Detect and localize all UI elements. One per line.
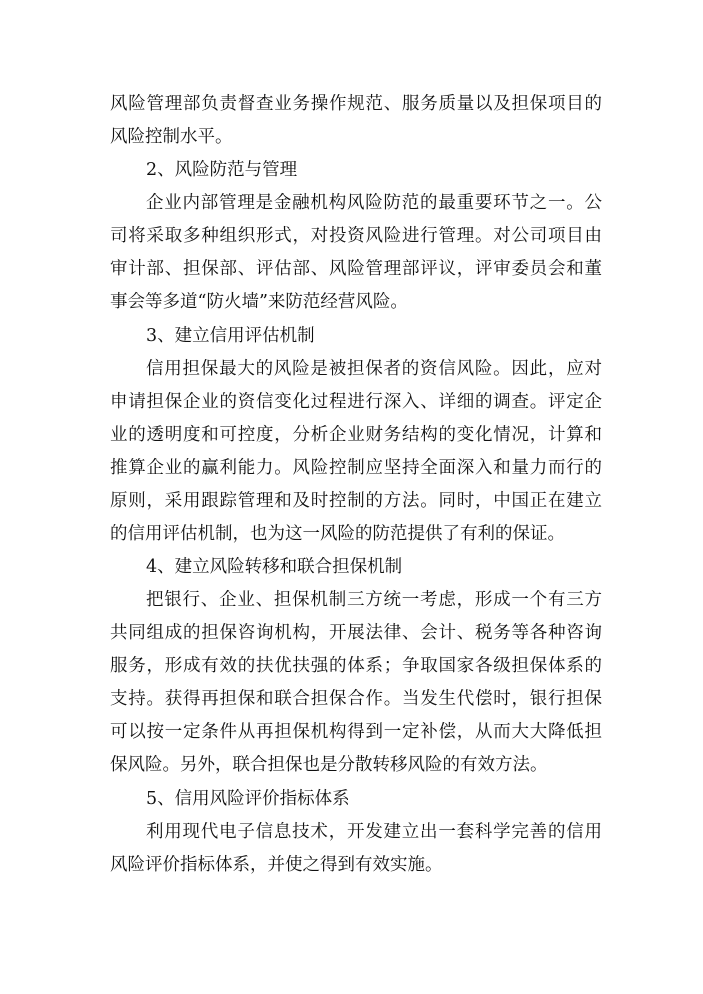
section-heading: 4、建立风险转移和联合担保机制 (146, 557, 403, 577)
paragraph-line: 信用担保最大的风险是被担保者的资信风险。因此，应对 (146, 359, 602, 379)
paragraph-line: 原则，采用跟踪管理和及时控制的方法。同时，中国正在建立 (110, 491, 602, 511)
paragraph-line: 推算企业的赢利能力。风险控制应坚持全面深入和量力而行的 (110, 458, 602, 478)
paragraph-line: 可以按一定条件从再担保机构得到一定补偿，从而大大降低担 (110, 722, 602, 742)
paragraph-line: 支持。获得再担保和联合担保合作。当发生代偿时，银行担保 (110, 689, 602, 709)
paragraph-line: 风险控制水平。 (110, 127, 233, 147)
paragraph-line: 风险管理部负责督查业务操作规范、服务质量以及担保项目的 (110, 94, 602, 114)
paragraph-line: 服务，形成有效的扶优扶强的体系；争取国家各级担保体系的 (110, 656, 602, 676)
section-heading: 5、信用风险评价指标体系 (146, 789, 350, 809)
paragraph-line: 业的透明度和可控度，分析企业财务结构的变化情况，计算和 (110, 425, 602, 445)
paragraph-line: 利用现代电子信息技术，开发建立出一套科学完善的信用 (146, 822, 602, 842)
paragraph-line: 事会等多道“防火墙”来防范经营风险。 (110, 292, 408, 312)
paragraph-line: 企业内部管理是金融机构风险防范的最重要环节之一。公 (146, 193, 602, 213)
section-heading: 3、建立信用评估机制 (146, 326, 315, 346)
paragraph-line: 保风险。另外，联合担保也是分散转移风险的有效方法。 (110, 755, 548, 775)
paragraph-line: 把银行、企业、担保机制三方统一考虑，形成一个有三方 (146, 590, 602, 610)
paragraph-line: 共同组成的担保咨询机构，开展法律、会计、税务等各种咨询 (110, 623, 602, 643)
paragraph-line: 的信用评估机制，也为这一风险的防范提供了有利的保证。 (110, 524, 565, 544)
paragraph-line: 审计部、担保部、评估部、风险管理部评议，评审委员会和董 (110, 259, 602, 279)
paragraph-line: 司将采取多种组织形式，对投资风险进行管理。对公司项目由 (110, 226, 602, 246)
section-heading: 2、风险防范与管理 (146, 160, 298, 180)
paragraph-line: 风险评价指标体系，并使之得到有效实施。 (110, 855, 443, 875)
paragraph-line: 申请担保企业的资信变化过程进行深入、详细的调查。评定企 (110, 392, 602, 412)
